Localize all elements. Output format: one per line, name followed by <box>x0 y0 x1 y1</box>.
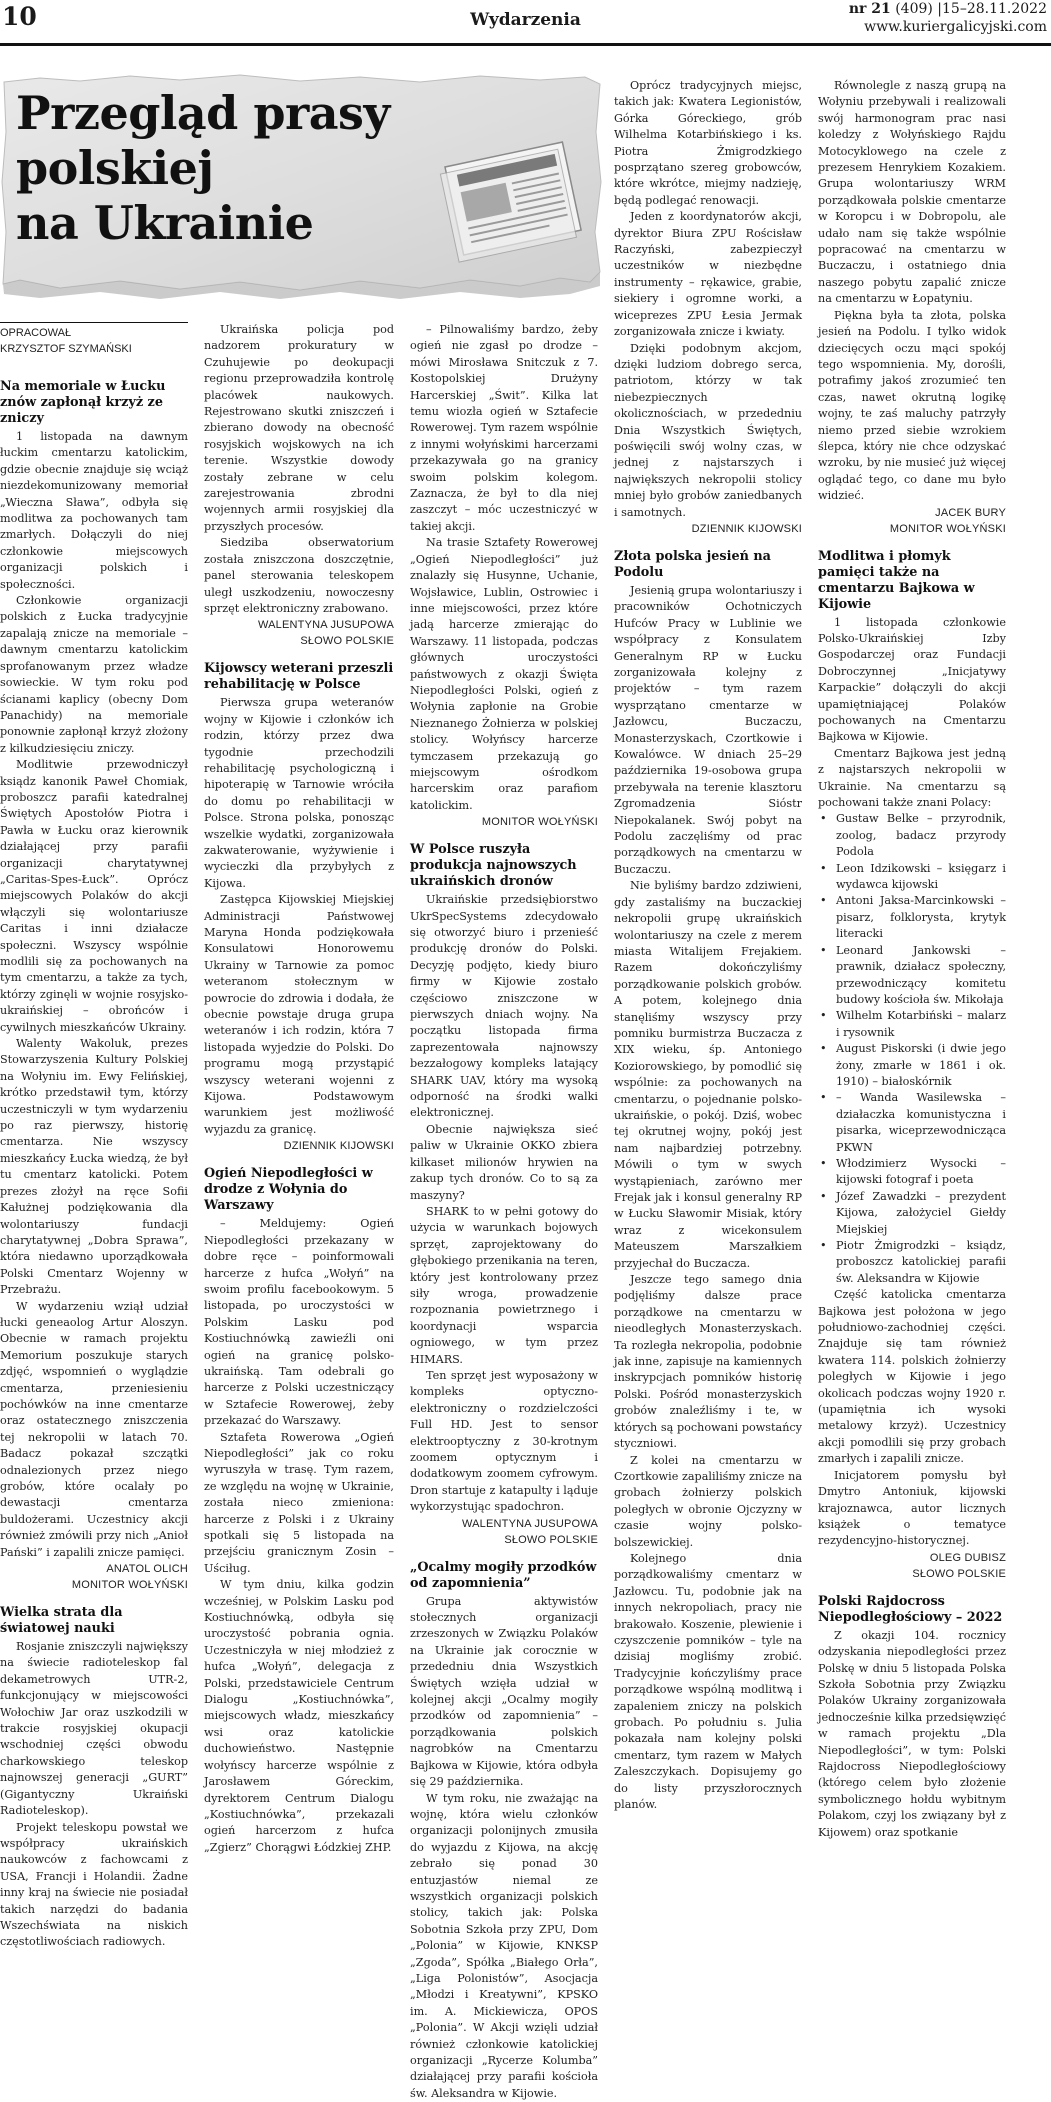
article-paragraph: Grupa aktywistów stołecznych organizacji zrzeszonych w Związku Polaków na Ukrainie jak corocznie w przededniu dnia Wszystkich Świętych wzięła udział w kolejnej akcji „Ocalmy mogiły przodków od zapomnienia” – porządkowania polskich nagrobków na Cmentarzu Bajkowa w Kijowie, która odbyła się 29 października. <box>410 1594 598 1791</box>
list-item: • Antoni Jaksa-Marcinkowski – pisarz, folklorysta, krytyk literacki <box>818 893 1006 942</box>
column-1 <box>0 322 188 1636</box>
article-paragraph: SHARK to w pełni gotowy do użycia w warunkach bojowych sprzęt, zaprojektowany do głębokiego przenikania na teren, który jest kontrolowany przez siły wroga, prowadzenie rozpoznania powietrznego i koordynacji wsparcia ogniowego, w tym przez HIMARS. <box>410 1204 598 1368</box>
issue-info <box>849 0 1047 36</box>
list-item: • Piotr Żmigrodzki – ksiądz, proboszcz katolickiej parafii św. Aleksandra w Kijowie <box>818 1238 1006 1287</box>
article-paragraph: Jeszcze tego samego dnia podjęliśmy dalsze prace porządkowe na cmentarzu w nieodległych Monasterzyskach. Ta rozległa nekropolia, podobnie jak inne, zapisuje na kamiennych inskrypcjach pomników historię Polski. Pośród monasterzyskich grobów znaleźliśmy i te, w których są pochowani powstańcy styczniowi. <box>614 1272 802 1452</box>
article-paragraph: Ukraińskie przedsiębiorstwo UkrSpecSystems zdecydowało się otworzyć biuro i przenieść produkcję dronów do Polski. Decyzję podjęto, kiedy biuro firmy w Kijowie zostało częściowo zniszczone w pierwszych dniach wojny. Na początku listopada firma zaprezentowała najnowszy bezzałogowy kompleks latający SHARK UAV, który ma wysoką odporność na środki walki elektronicznej. <box>410 892 598 1122</box>
page-header <box>0 0 1051 46</box>
list-item: • Włodzimierz Wysocki – kijowski fotograf i poeta <box>818 1156 1006 1189</box>
main-title-line1: Przegląd prasy <box>16 86 390 141</box>
article-author: JACEK BURY <box>818 505 1006 521</box>
article-paragraph: Cmentarz Bajkowa jest jedną z najstarszych nekropolii w Ukrainie. Na cmentarzu są pochowani także znani Polacy: <box>818 746 1006 812</box>
article-paragraph: Jesienią grupa wolontariuszy i pracowników Ochotniczych Hufców Pracy w Lublinie we współpracy z Konsulatem Generalnym RP w Łucku zorganizowała kolejny z projektów – tym razem wysprzątano cmentarze w Jazłowcu, Buczaczu, Monasterzyskach, Czortkowie i Kowalówce. W dniach 25–29 października 19-osobowa grupa przebywała na terenie klasztoru Zgromadzenia Sióstr Niepokalanek. Swój pobyt na Podolu zaczęliśmy od prac porządkowych na cmentarzu w Buczaczu. <box>614 583 802 878</box>
article-headline: Na memoriale w Łucku znów zapłonął krzyż ze zniczy <box>0 379 188 427</box>
article-paragraph: Część katolicka cmentarza Bajkowa jest położona w jego południowo-zachodniej części. Znajduje się tam również kwatera 114. polskich żołnierzy poległych w Kijowie i jego okolicach podczas wojny 1920 r. (upamiętnia ich wysoki metalowy krzyż). Uczestnicy akcji pomodlili się przy grobach zmarłych i zapalili znicze. <box>818 1287 1006 1467</box>
notable-poles-list <box>818 811 1006 1287</box>
article-paragraph: W wydarzeniu wziął udział łucki geneaolog Artur Aloszyn. Obecnie w ramach projektu Memorium poszukuje starych zdjęć, wspomnień o wyglądzie cmentarza, przeniesieniu pochówków na inne cmentarze oraz ostatecznego zniszczenia tej nekropolii w latach 70. Badacz pokazał szczątki odnalezionych przez niego grobów, które ocalały po dewastacji cmentarza buldożerami. Uczestnicy akcji również zmówili przy nich „Anioł Pański” i zapalili znicze pamięci. <box>0 1299 188 1562</box>
article-source: MONITOR WOŁYŃSKI <box>0 1577 188 1593</box>
column-5 <box>818 78 1006 1636</box>
article-author: OLEG DUBISZ <box>818 1550 1006 1566</box>
article-paragraph: Z kolei na cmentarzu w Czortkowie zapaliliśmy znicze na grobach żołnierzy polskich poległych w obronie Ojczyzny w czasie wojny polsko-bolszewickiej. <box>614 1453 802 1551</box>
article-headline: Polski Rajdocross Niepodległościowy – 2022 <box>818 1594 1006 1626</box>
article-paragraph: Siedziba obserwatorium została zniszczona doszczętnie, panel sterowania teleskopem uległ uszkodzeniu, nowoczesny sprzęt elektroniczny zrabowano. <box>204 535 394 617</box>
list-item: • Józef Zawadzki – prezydent Kijowa, założyciel Giełdy Miejskiej <box>818 1189 1006 1238</box>
article-author: ANATOL OLICH <box>0 1561 188 1577</box>
article-paragraph: Ten sprzęt jest wyposażony w kompleks optyczno-elektroniczny o rozdzielczości Full HD. Jest to sensor elektrooptyczny z 30-krotnym zoomem optycznym i dodatkowym zoomem cyfrowym. Dron startuje z katapulty i ląduje wykorzystując spadochron. <box>410 1368 598 1516</box>
article-paragraph: Nie byliśmy bardzo zdziwieni, gdy zastaliśmy na buczackiej nekropolii grupę ukraińskich wolontariuszy na czele z merem miasta Witalijem Frejakiem. Razem dokończyliśmy porządkowanie polskich grobów. A potem, kolejnego dnia stanęliśmy wszyscy przy pomniku burmistrza Buczacza z XIX wieku, śp. Antoniego Koziorowskiego, by pomodlić się wspólnie: za pochowanych na cmentarzu, o pojednanie polsko-ukraińskie, o pokój. Dziś, wobec tej okrutnej wojny, pokój jest nam najbardziej potrzebny. Mówili o tym w swych wystąpieniach, zarówno mer Frejak jak i konsul generalny RP w Łucku Sławomir Misiak, który wraz z wicekonsulem Mateuszem Marszałkiem przyjechał do Buczacza. <box>614 878 802 1272</box>
byline <box>0 322 188 357</box>
article-paragraph: Pierwsza grupa weteranów wojny w Kijowie i członków ich rodzin, którzy przez dwa tygodnie przechodzili rehabilitację psychologiczną i hipoterapię w Tarnowie wróciła do domu po rehabilitacji w Polsce. Strona polska, ponosząc wszelkie wydatki, zorganizowała zakwaterowanie, wyżywienie i wycieczki dla przybyłych z Kijowa. <box>204 695 394 892</box>
article-paragraph: Członkowie organizacji polskich z Łucka tradycyjnie zapalają znicze na memoriale – dawnym cmentarzu katolickim sprofanowanym przez władze sowieckie. W tym roku pod ścianami kaplicy (obecny Dom Panachidy) na memoriale ponownie zapłonął krzyż złożony z kilkudziesięciu zniczy. <box>0 593 188 757</box>
list-item: • August Piskorski (i dwie jego żony, zmarłe w 1861 i ok. 1910) – białoskórnik <box>818 1041 1006 1090</box>
title-banner <box>0 72 605 300</box>
column-4 <box>614 78 802 1636</box>
article-paragraph: Zastępca Kijowskiej Miejskiej Administracji Państwowej Maryna Honda podziękowała Konsulatowi Honorowemu Ukrainy w Tarnowie za pomoc weteranom stołecznym w powrocie do zdrowia i dodała, że obecnie powstaje druga grupa weteranów i ich rodzin, która 7 listopada wyjedzie do Polski. Do programu mogą przystąpić wszyscy weterani wojenni z Kijowa. Podstawowym warunkiem jest możliwość wyjazdu za granicę. <box>204 892 394 1138</box>
article-headline: Wielka strata dla światowej nauki <box>0 1605 188 1637</box>
byline-author: KRZYSZTOF SZYMAŃSKI <box>0 341 188 357</box>
article-paragraph: Ukraińska policja pod nadzorem prokuratury w Czuhujewie po deokupacji regionu przeprowadziła kontrolę placówek naukowych. Rejestrowano skutki zniszczeń i zbierano dowody na obecność rosyjskich wojskowych na ich terenie. Wszystkie dowody zostały zebrane w celu zarejestrowania zbrodni wojennych armii rosyjskiej dla przyszłych procesów. <box>204 322 394 535</box>
article-headline: „Ocalmy mogiły przodków od zapomnienia” <box>410 1560 598 1592</box>
article-paragraph: Projekt teleskopu powstał we współpracy ukraińskich naukowców z fachowcami z USA, Francji i Holandii. Żadne inny kraj na świecie nie posiadał takich narzędzi do badania Wszechświata na niskich częstotliwościach radiowych. <box>0 1820 188 1951</box>
main-title <box>16 86 390 251</box>
article-paragraph: W tym dniu, kilka godzin wcześniej, w Polskim Lasku pod Kostiuchnówką, odbyła się uroczystość pobrania ognia. Uczestniczyła w niej młodzież z hufca „Wołyń”, delegacja z Polski, przedstawiciele Centrum Dialogu „Kostiuchnówka”, miejscowych władz, mieszkańcy wsi oraz katolickie duchowieństwo. Następnie wołyńscy harcerze wspólnie z Jarosławem Góreckim, dyrektorem Centrum Dialogu „Kostiuchnówka”, przekazali ogień harcerzom z hufca „Zgierz” Chorągwi Łódzkiej ZHP. <box>204 1577 394 1856</box>
article-paragraph: Modlitwie przewodniczył ksiądz kanonik Paweł Chomiak, proboszcz parafii katedralnej Świętych Apostołów Piotra i Pawła w Łucku oraz kierownik działającej przy parafii organizacji charytatywnej „Caritas-Spes-Łuck”. Oprócz miejscowych Polaków do akcji włączyli się wolontariusze Caritas i inni działacze społeczni. Wszyscy wspólnie modlili się za pochowanych na tym cmentarzu, a także za tych, którzy zginęli w wojnie rosyjsko-ukraińskiej – obrońców i cywilnych mieszkańców Ukrainy. <box>0 757 188 1036</box>
column-3 <box>410 322 598 1636</box>
article-paragraph: – Meldujemy: Ogień Niepodległości przekazany w dobre ręce – poinformowali harcerze z hufca „Wołyń” na swoim profilu facebookowym. 5 listopada, po uroczystości w Polskim Lasku pod Kostiuchnówką zawieźli oni ogień na granicę polsko-ukraińską. Tam odebrali go harcerze z Polski uczestniczący w Sztafecie Rowerowej, żeby przekazać do Warszawy. <box>204 1216 394 1429</box>
article-paragraph: Oprócz tradycyjnych miejsc, takich jak: Kwatera Legionistów, Górka Góreckiego, grób Wilhelma Kotarbińskiego i ks. Piotra Żmigrodzkiego posprzątano szereg grobowców, które wkrótce, miejmy nadzieję, będą podlegać renowacji. <box>614 78 802 209</box>
list-item: • Leon Idzikowski – księgarz i wydawca kijowski <box>818 861 1006 894</box>
article-headline: W Polsce ruszyła produkcja najnowszych ukraińskich dronów <box>410 842 598 890</box>
article-source: MONITOR WOŁYŃSKI <box>410 814 598 830</box>
article-source: DZIENNIK KIJOWSKI <box>204 1138 394 1154</box>
list-item: • – Wanda Wasilewska – działaczka komunistyczna i pisarka, wiceprzewodnicząca PKWN <box>818 1090 1006 1156</box>
article-paragraph: Na trasie Sztafety Rowerowej „Ogień Niepodległości” już znalazły się Husynne, Uchanie, Wojsławice, Lublin, Ostrowiec i inne miejscowości, przez które jadą harcerze zmierając do Warszawy. 11 listopada, podczas głównych uroczystości państwowych z okazji Święta Niepodległości Polski, ogień z Wołynia zapłonie na Grobie Nieznanego Żołnierza w polskiej stolicy. Wołyńscy harcerze tymczasem przekazują go miejscowym ośrodkom harcerskim oraz parafiom katolickim. <box>410 535 598 814</box>
main-title-line3: na Ukrainie <box>16 196 390 251</box>
article-headline: Kijowscy weterani przeszli rehabilitację w Polsce <box>204 661 394 693</box>
article-source: SŁOWO POLSKIE <box>204 633 394 649</box>
article-paragraph: Jeden z koordynatorów akcji, dyrektor Biura ZPU Rościsław Raczyński, zabezpieczył uczestników w niezbędne instrumenty – rękawice, grabie, siekiery i ogromne worki, a wiceprezes ZPU Łesia Jermak zorganizowała znicze i kwiaty. <box>614 209 802 340</box>
article-paragraph: Obecnie największa sieć paliw w Ukrainie OKKO zbiera kilkaset milionów hrywien na zakup tych dronów. Co to są za maszyny? <box>410 1122 598 1204</box>
article-paragraph: 1 listopada na dawnym łuckim cmentarzu katolickim, gdzie obecnie znajduje się wciąż niezdekomunizowany memoriał „Wieczna Sława”, odbyła się modlitwa za pochowanych tam zmarłych. Dołączyli do niej członkowie miejscowych organizacji polskich i społeczności. <box>0 429 188 593</box>
article-source: SŁOWO POLSKIE <box>818 1566 1006 1582</box>
list-item: • Wilhelm Kotarbiński – malarz i rysownik <box>818 1008 1006 1041</box>
article-source: MONITOR WOŁYŃSKI <box>818 521 1006 537</box>
article-paragraph: Sztafeta Rowerowa „Ogień Niepodległości” jak co roku wyruszyła w trasę. Tym razem, ze względu na wojnę w Ukrainie, została nieco zmieniona: harcerze z Polski i z Ukrainy spotkali się 5 listopada na przejściu granicznym Zosin – Uściług. <box>204 1430 394 1578</box>
article-paragraph: – Pilnowaliśmy bardzo, żeby ogień nie zgasł po drodze – mówi Mirosława Snitczuk z 7. Kostopolskiej Drużyny Harcerskiej „Świt”. Kilka lat temu wiozła ogień w Sztafecie Rowerowej. Tym razem wspólnie z innymi wołyńskimi harcerzami przekazywała go na granicy swoim polskim kolegom. Zaznacza, że był to dla niej zaszczyt – móc uczestniczyć w takiej akcji. <box>410 322 598 535</box>
issue-number: nr 21 <box>849 1 891 17</box>
page-number: 10 <box>2 2 37 32</box>
article-paragraph: Dzięki podobnym akcjom, dzięki ludziom dobrego serca, patriotom, którzy w tak niebezpiecznych okolicznościach, w przededniu Dnia Wszystkich Świętych, poświęcili swój wolny czas, w jednej z najstarszych i największych nekropolii stolicy mniej było grobów zaniedbanych i samotnych. <box>614 341 802 521</box>
article-paragraph: Kolejnego dnia porządkowaliśmy cmentarz w Jazłowcu. Tu, podobnie jak na innych nekropoliach, pracy nie brakowało. Koszenie, plewienie i czyszczenie pomników – tyle na dzisiaj mogliśmy zrobić. Tradycyjnie kończyliśmy prace porządkowe wspólną modlitwą i zapaleniem zniczy na polskich grobach. Po południu s. Julia pokazała nam kolejny polski cmentarz, tym razem w Małych Zaleszczykach. Dopisujemy go do listy przyszłorocznych planów. <box>614 1551 802 1814</box>
article-source: DZIENNIK KIJOWSKI <box>614 521 802 537</box>
article-paragraph: Z okazji 104. rocznicy odzyskania niepodległości przez Polskę w dniu 5 listopada Polska Szkoła Sobotnia przy Związku Polaków Ukrainy zorganizowała jednocześnie kilka przedsięwzięć w ramach projektu „Dla Niepodległości”, w tym: Polski Rajdocross Niepodległościowy (którego celem było złożenie symbolicznego hołdu wybitnym Polakom, czyj los związany był z Kijowem) oraz spotkanie <box>818 1628 1006 1841</box>
article-headline: Ogień Niepodległości w drodze z Wołynia do Warszawy <box>204 1166 394 1214</box>
byline-label: OPRACOWAŁ <box>0 325 188 341</box>
list-item: • Gustaw Belke – przyrodnik, zoolog, badacz przyrody Podola <box>818 811 1006 860</box>
main-title-line2: polskiej <box>16 141 390 196</box>
article-paragraph: W tym roku, nie zważając na wojnę, która wielu członków organizacji polonijnych zmusiła do wyjazdu z Kijowa, na akcję zebrało się ponad 30 entuzjastów niemal ze wszystkich organizacji polskich stolicy, takich jak: Polska Sobotnia Szkoła przy ZPU, Dom „Polonia” w Kijowie, KNKSP „Zgoda”, Spółka „Białego Orła”, „Liga Polonistów”, Asocjacja „Młodzi i Kreatywni”, KPSKO im. A. Mickiewicza, OPOS „Polonia”. W Akcji wzięli udział również członkowie katolickiej organizacji „Rycerze Kolumba” działającej przy parafii kościoła św. Aleksandra w Kijowie. <box>410 1791 598 2102</box>
list-item: • Leonard Jankowski – prawnik, działacz społeczny, przewodniczący komitetu budowy kościoła św. Mikołaja <box>818 943 1006 1009</box>
website-link[interactable]: www.kuriergalicyjski.com <box>849 18 1047 36</box>
article-paragraph: Rosjanie zniszczyli największy na świecie radioteleskop fal dekametrowych UTR-2, funkcjonujący w miejscowości Wołochiw Jar oraz uszkodzili w trakcie rosyjskiej okupacji wschodniej części obwodu charkowskiego teleskop najnowszej generacji „GURT” (Gigantyczny Ukraiński Radioteleskop). <box>0 1639 188 1819</box>
issue-date: (409) |15–28.11.2022 <box>891 1 1047 17</box>
article-headline: Modlitwa i płomyk pamięci także na cmentarzu Bajkowa w Kijowie <box>818 549 1006 613</box>
column-2 <box>204 322 394 1636</box>
article-author: WALENTYNA JUSUPOWA <box>410 1516 598 1532</box>
article-paragraph: Piękna była ta złota, polska jesień na Podolu. I tylko widok dziecięcych oczu mąci spokój tego wspomnienia. My, dorośli, potrafimy jakoś zrozumieć ten czas, nawet okrutną logikę wojny, te zaś maluchy patrzyły niemo przed siebie wzrokiem ślepca, który nie chce odzyskać wzroku, by nie musieć już więcej oglądać tego, co dane mu było widzieć. <box>818 308 1006 505</box>
section-title: Wydarzenia <box>0 9 1051 31</box>
article-paragraph: 1 listopada członkowie Polsko-Ukraińskiej Izby Gospodarczej oraz Fundacji Dobroczynnej „Inicjatywy Karpackie” dołączyli do akcji upamiętniającej Polaków pochowanych na Cmentarzu Bajkowa w Kijowie. <box>818 615 1006 746</box>
article-headline: Złota polska jesień na Podolu <box>614 549 802 581</box>
article-paragraph: Walenty Wakoluk, prezes Stowarzyszenia Kultury Polskiej na Wołyniu im. Ewy Felińskiej, krótko przedstawił tym, którzy uczestniczyli w tym wydarzeniu po raz pierwszy, historię cmentarza. Nie wszyscy mieszkańcy Łucka wiedzą, że był tu cmentarz katolicki. Potem prezes złożył na ręce Sofii Kałużnej podziękowania dla wolontariuszy fundacji charytatywnej „Dobra Sprawa”, która niedawno uporządkowała Polski Cmentarz Wojenny w Przebrażu. <box>0 1036 188 1299</box>
article-source: SŁOWO POLSKIE <box>410 1532 598 1548</box>
article-paragraph: Inicjatorem pomysłu był Dmytro Antoniuk, kijowski krajoznawca, autor licznych książek o tematyce rezydencyjno-historycznej. <box>818 1468 1006 1550</box>
article-paragraph: Równolegle z naszą grupą na Wołyniu przebywali i realizowali swój harmonogram prac nasi koledzy z Wołyńskiego Rajdu Motocyklowego na czele z prezesem Henrykiem Kozakiem. Grupa wolontariuszy WRM porządkowała polskie cmentarze w Koropcu i w Dobropolu, ale udało nam się także wspólnie popracować na cmentarzu w Buczaczu, i ostatniego dnia naszego pobytu zapalić znicze na cmentarzu w Łopatyniu. <box>818 78 1006 308</box>
article-author: WALENTYNA JUSUPOWA <box>204 617 394 633</box>
